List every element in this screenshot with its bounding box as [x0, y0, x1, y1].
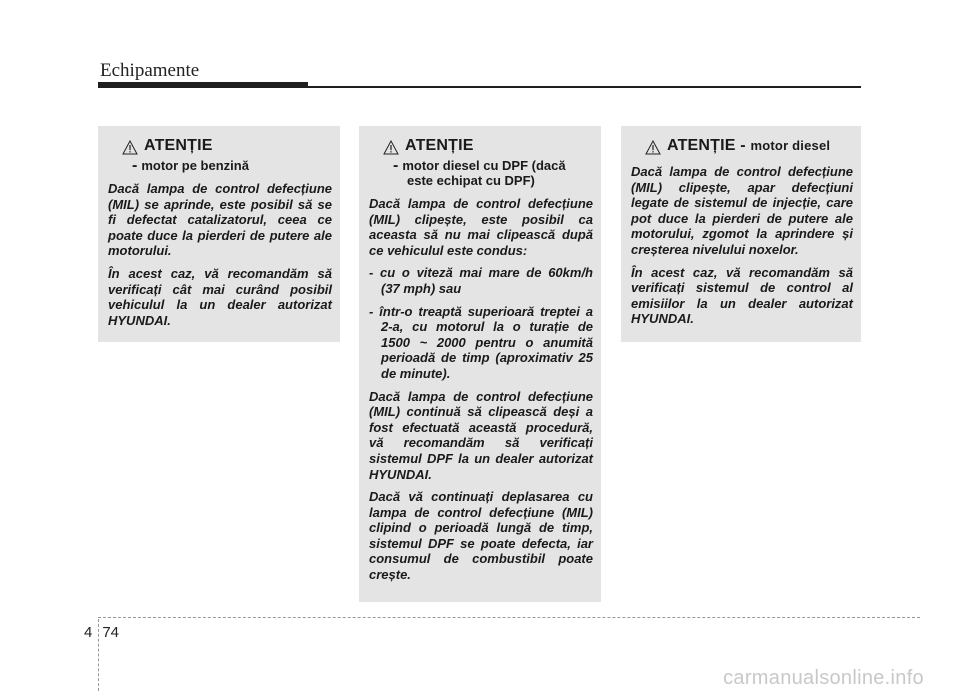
subtitle-dash: -	[393, 157, 399, 174]
warning-triangle-icon	[122, 140, 138, 155]
subtitle-dash: -	[132, 157, 138, 174]
header-rule	[308, 86, 861, 88]
warning-heading	[122, 138, 332, 158]
page-header-title: Echipamente	[100, 60, 200, 81]
warning-paragraph: În acest caz, vă recomandăm să verificați sistemul de control al emisiilor la un dealer autorizat HYUNDAI.	[631, 264, 853, 327]
warning-subtitle: motor diesel	[750, 138, 831, 153]
page-number	[84, 624, 154, 641]
chapter-number: 4	[84, 624, 93, 641]
subtitle-line: motor pe benzină	[141, 158, 249, 173]
subtitle-line: este echipat cu DPF)	[407, 173, 535, 188]
warning-box-petrol	[98, 126, 340, 342]
warning-subtitle	[393, 158, 593, 188]
warning-paragraph: Dacă vă continuați deplasarea cu lampa de control defecțiune (MIL) clipind o perioadă lungă de timp, sistemul DPF se poate defecta, iar consumul de combustibil poate crește.	[369, 489, 593, 583]
watermark: carmanualsonline.info	[723, 667, 924, 689]
warning-bullet: - cu o viteză mai mare de 60km/h (37 mph) sau	[369, 265, 593, 296]
footer-rule	[98, 617, 920, 618]
warning-box-diesel	[621, 126, 861, 342]
warning-paragraph: Dacă lampa de control defecțiune (MIL) clipește, este posibil ca aceasta să nu mai clipească după ce vehiculul este condus:	[369, 196, 593, 258]
warning-title: ATENȚIE	[405, 137, 474, 154]
warning-title: ATENȚIE	[144, 137, 213, 154]
warning-triangle-icon	[645, 140, 661, 155]
warning-bullet: - într-o treaptă superioară treptei a 2-a, cu motorul la o turație de 1500 ~ 2000 pentru o anumită perioadă de timp (aproximativ 25 de minute).	[369, 303, 593, 381]
warning-title	[667, 137, 830, 155]
warning-box-diesel-dpf	[359, 126, 601, 602]
subtitle-line: motor diesel cu DPF (dacă	[402, 158, 566, 173]
warning-paragraph: În acest caz, vă recomandăm să verificați cât mai curând posibil vehiculul la un dealer autorizat HYUNDAI.	[108, 265, 332, 328]
warning-subtitle	[132, 158, 332, 173]
warning-paragraph: Dacă lampa de control defecțiune (MIL) continuă să clipească deși a fost efectuată această procedură, vă recomandăm să verificați sistemul DPF la un dealer autorizat HYUNDAI.	[369, 388, 593, 482]
header-bar	[98, 82, 308, 88]
warning-title-text: ATENȚIE -	[667, 137, 746, 154]
warning-heading	[383, 138, 593, 158]
warning-heading	[645, 138, 853, 158]
warning-triangle-icon	[383, 140, 399, 155]
warning-paragraph: Dacă lampa de control defecțiune (MIL) clipește, apar defecțiuni legate de sistemul de injecție, care pot duce la pierderi de putere ale motorului, zgomot la aprindere și creșterea nivelului noxelor.	[631, 164, 853, 257]
warning-paragraph: Dacă lampa de control defecțiune (MIL) se aprinde, este posibil să se fi defectat catalizatorul, ceea ce poate duce la pierderi de putere ale motorului.	[108, 181, 332, 259]
page-number-value: 74	[102, 624, 120, 641]
